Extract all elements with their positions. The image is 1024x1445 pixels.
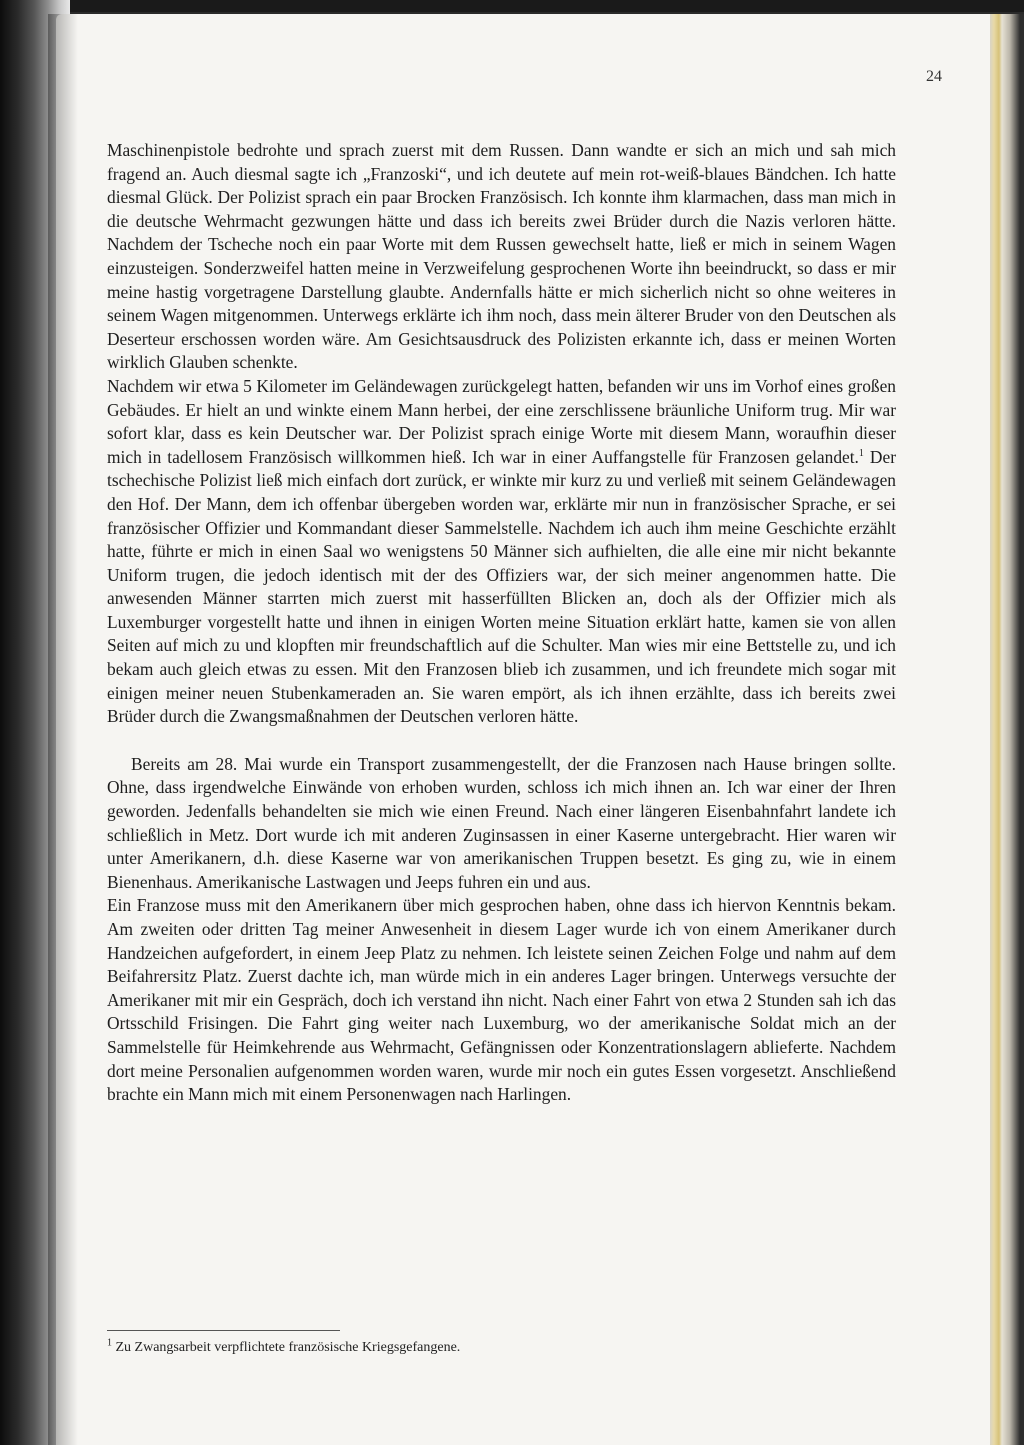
page-number: 24 [926,68,942,85]
body-text [107,139,896,1107]
footnote [107,1339,807,1357]
paragraph-2-text-before-note: Nachdem wir etwa 5 Kilometer im Geländewagen zurückgelegt hatten, befanden wir uns im Vorhof eines großen Gebäudes. Er hielt an und winkte einem Mann herbei, der eine zerschlissene bräunliche Uniform trug. Mir war sofort klar, dass es kein Deutscher war. Der Polizist sprach einige Worte mit diesem Mann, woraufhin dieser mich in tadellosem Französisch willkommen hieß. Ich war in einer Auffangstelle für Franzosen gelandet. [107,375,896,467]
paragraph-1: Maschinenpistole bedrohte und sprach zuerst mit dem Russen. Dann wandte er sich an mich und sah mich fragend an. Auch diesmal sagte ich „Franzoski“, und ich deutete auf mein rot-weiß-blaues Bändchen. Ich hatte diesmal Glück. Der Polizist sprach ein paar Brocken Französisch. Ich konnte ihm klarmachen, dass man mich in die deutsche Wehrmacht gezwungen hätte und dass ich bereits zwei Brüder durch die Nazis verloren hätte. Nachdem der Tscheche noch ein paar Worte mit dem Russen gewechselt hatte, ließ er mich in seinem Wagen einzusteigen. Sonderzweifel hatten meine in Verzweifelung gesprochenen Worte ihn beeindruckt, so dass er mir meine hastig vorgetragene Darstellung glaubte. Andernfalls hätte er mich sicherlich nicht so ohne weiteres in seinem Wagen mitgenommen. Unterwegs erklärte ich ihm noch, dass mein älterer Bruder von den Deutschen als Deserteur erschossen worden wäre. Am Gesichtsausdruck des Polizisten erkannte ich, dass er meinen Worten wirklich Glauben schenkte. [107,140,896,373]
footnote-divider [107,1330,340,1331]
paragraph-4: Ein Franzose muss mit den Amerikanern über mich gesprochen haben, ohne dass ich hiervon Kenntnis bekam. Am zweiten oder dritten Tag meiner Anwesenheit in diesem Lager wurde ich von einem Amerikaner durch Handzeichen aufgefordert, in einem Jeep Platz zu nehmen. Ich leistete seinen Zeichen Folge und nahm auf dem Beifahrersitz Platz. Zuerst dachte ich, man würde mich in ein anderes Lager bringen. Unterwegs versuchte der Amerikaner mit mir ein Gespräch, doch ich verstand ihn nicht. Nach einer Fahrt von etwa 2 Stunden sah ich das Ortsschild Frisingen. Die Fahrt ging weiter nach Luxemburg, wo der amerikanische Soldat mich an der Sammelstelle für Heimkehrende aus Wehrmacht, Gefängnissen oder Konzentrationslagern ablieferte. Nachdem dort meine Personalien aufgenommen worden waren, wurde mir noch ein gutes Essen vorgesetzt. Anschließend brachte ein Mann mich mit einem Personenwagen nach Harlingen. [107,895,896,1105]
footnote-mark: 1 [107,1337,112,1349]
paragraph-2-text-after-note: Der tschechische Polizist ließ mich einfach dort zurück, er winkte mir kurz zu und verließ mit seinem Geländewagen den Hof. Der Mann, dem ich offenbar übergeben worden war, erklärte mir nun in französischer Sprache, er sei französischer Offizier und Kommandant dieser Sammelstelle. Nachdem ich auch ihm meine Geschichte erzählt hatte, führte er mich in einen Saal wo wenigstens 50 Männer sich aufhielten, die alle eine mir nicht bekannte Uniform trugen, die jedoch identisch mit der des Offiziers war, der sich meiner angenommen hatte. Die anwesenden Männer starrten mich zuerst mit hasserfüllten Blicken an, doch als der Offizier mich als Luxemburger vorgestellt hatte und ihnen in einigen Worten meine Situation erklärt hatte, kamen sie von allen Seiten auf mich zu und klopften mir freundschaftlich auf die Schulter. Man wies mir eine Bettstelle zu, und ich bekam auch gleich etwas zu essen. Mit den Franzosen blieb ich zusammen, und ich freundete mich sogar mit einigen meiner neuen Stubenkameraden an. Sie waren empört, als ich ihnen erzählte, dass ich bereits zwei Brüder durch die Zwangsmaßnahmen der Deutschen verloren hätte. [107,446,896,727]
footnote-text: Zu Zwangsarbeit verpflichtete französische Kriegsgefangene. [115,1340,461,1355]
paragraph-3: Bereits am 28. Mai wurde ein Transport zusammengestellt, der die Franzosen nach Hause bringen sollte. Ohne, dass irgendwelche Einwände von erhoben wurden, schloss ich mich ihnen an. Ich war einer der Ihren geworden. Jedenfalls behandelten sie mich wie einen Freund. Nach einer längeren Eisenbahnfahrt landete ich schließlich in Metz. Dort wurde ich mit anderen Zuginsassen in einer Kaserne untergebracht. Hier waren wir unter Amerikanern, d.h. diese Kaserne war von amerikanischen Truppen besetzt. Es ging zu, wie in einem Bienenhaus. Amerikanische Lastwagen und Jeeps fuhren ein und aus. [107,753,896,892]
paragraph-2 [107,375,896,729]
page-edge [990,14,1024,1445]
footnote-reference: 1 [858,447,864,459]
